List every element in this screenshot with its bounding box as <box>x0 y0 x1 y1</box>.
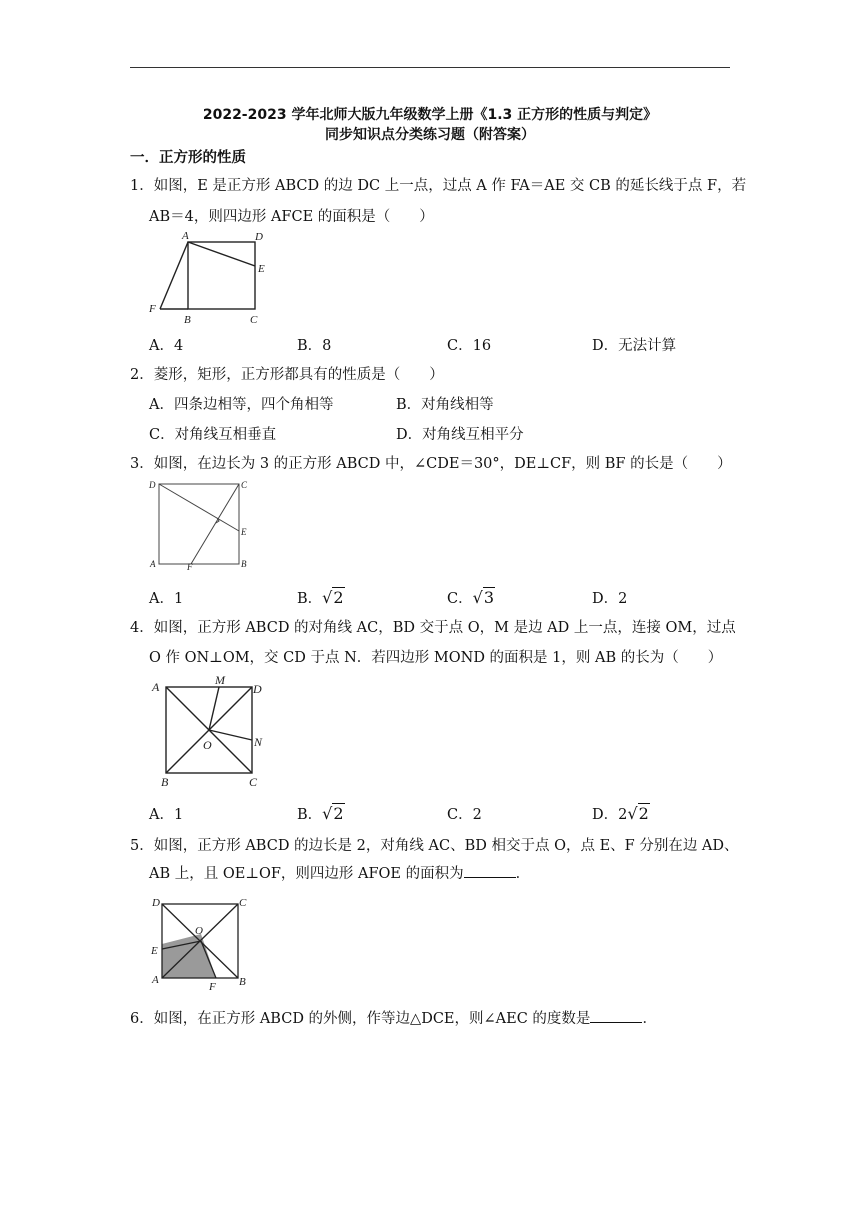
q5-label-d: D <box>152 897 160 909</box>
q3-option-a-prefix: A． <box>149 591 174 607</box>
q4-option-a-value: 1 <box>173 807 184 823</box>
q4-label-b: B <box>161 775 169 789</box>
q4-option-a-prefix: A． <box>149 807 174 823</box>
q5-label-e: E <box>151 945 158 957</box>
q4-figure <box>146 672 276 796</box>
section-heading: 一．正方形的性质 <box>130 150 246 166</box>
q5-label-f: F <box>209 981 216 992</box>
q5-text-line1: 5．如图，正方形 ABCD 的边长是 2，对角线 AC、BD 相交于点 O，点 E、F 分别在边 AD、 <box>130 838 739 854</box>
q3-option-b-prefix: B． <box>297 591 323 607</box>
q5-text-line2-main: AB 上，且 OE⊥OF，则四边形 AFOE 的面积为 <box>149 866 464 882</box>
q5-text-line2 <box>149 862 530 883</box>
sqrt-symbol: √2 <box>322 588 344 607</box>
q3-option-b[interactable] <box>297 587 345 608</box>
q5-figure <box>148 892 258 996</box>
q2-option-d[interactable]: D．对角线互相平分 <box>396 427 524 443</box>
q3-label-c: C <box>241 480 248 490</box>
q2-text-line1: 2．菱形，矩形，正方形都具有的性质是（ ） <box>130 367 444 383</box>
q1-option-b[interactable]: B．8 <box>297 338 332 354</box>
sqrt-symbol: √2 <box>322 804 344 823</box>
q1-label-c: C <box>250 314 258 326</box>
q1-option-a[interactable]: A．4 <box>149 338 184 354</box>
q3-option-d-value: 2 <box>618 591 628 607</box>
q3-label-d: D <box>149 480 156 490</box>
q1-text-line1: 1．如图，E 是正方形 ABCD 的边 DC 上一点，过点 A 作 FA＝AE 交 CB 的延长线于点 F，若 <box>130 178 747 194</box>
q4-option-b[interactable] <box>297 803 345 824</box>
q4-label-n: N <box>254 735 263 749</box>
q4-option-c-prefix: C． <box>447 807 473 823</box>
q4-label-a: A <box>152 680 160 694</box>
q4-text-line1: 4．如图，正方形 ABCD 的对角线 AC，BD 交于点 O，M 是边 AD 上一点，连接 OM，过点 <box>130 620 736 636</box>
q1-label-e: E <box>258 263 265 275</box>
q4-option-c-value: 2 <box>472 807 482 823</box>
q3-label-b: B <box>241 559 247 569</box>
q1-text-line2: AB＝4，则四边形 AFCE 的面积是（ ） <box>149 209 434 225</box>
q4-label-c: C <box>249 775 258 789</box>
q5-label-a: A <box>152 974 159 986</box>
q4-text-line2: O 作 ON⊥OM，交 CD 于点 N．若四边形 MOND 的面积是 1，则 AB 的长为（ ） <box>149 650 723 666</box>
q5-label-c: C <box>239 897 247 909</box>
q1-label-a: A <box>182 230 189 242</box>
page-title-line1: 2022-2023 学年北师大版九年级数学上册《1.3 正方形的性质与判定》 <box>202 107 658 123</box>
page-title-line2: 同步知识点分类练习题（附答案） <box>325 127 535 143</box>
q4-label-m: M <box>215 673 225 687</box>
q3-option-a[interactable] <box>149 587 183 608</box>
q3-option-b-radicand: 2 <box>333 588 344 607</box>
q4-option-d[interactable] <box>592 803 650 824</box>
q4-option-d-radicand: 2 <box>638 804 649 823</box>
q1-label-b: B <box>184 314 191 326</box>
q3-text-line1: 3．如图，在边长为 3 的正方形 ABCD 中，∠CDE＝30°，DE⊥CF，则 BF 的长是（ ） <box>130 456 732 472</box>
answer-blank[interactable] <box>590 1010 642 1023</box>
q3-option-c-radicand: 3 <box>483 588 494 607</box>
sqrt-symbol: √3 <box>472 588 494 607</box>
q4-option-b-radicand: 2 <box>333 804 344 823</box>
q4-label-d: D <box>253 682 262 696</box>
q1-label-d: D <box>255 231 263 243</box>
q1-figure <box>140 228 280 332</box>
q3-option-d-prefix: D． <box>592 591 619 607</box>
q4-label-o: O <box>203 738 212 752</box>
q6-text-end: ． <box>642 1011 657 1027</box>
q4-option-c[interactable] <box>447 803 482 824</box>
q3-label-f: F <box>187 562 193 571</box>
q1-option-c[interactable]: C．16 <box>447 338 492 354</box>
sqrt-symbol: √2 <box>627 804 649 823</box>
q3-option-c[interactable] <box>447 587 495 608</box>
q2-option-c[interactable]: C．对角线互相垂直 <box>149 427 277 443</box>
q5-label-b: B <box>239 976 246 988</box>
answer-blank[interactable] <box>464 865 516 878</box>
q3-option-c-prefix: C． <box>447 591 473 607</box>
q4-option-d-prefix: D． <box>592 807 619 823</box>
q3-label-e: E <box>241 527 247 537</box>
q3-option-d[interactable] <box>592 587 627 608</box>
q5-text-line2-end: ． <box>515 866 531 882</box>
q2-option-b[interactable]: B．对角线相等 <box>396 397 494 413</box>
q6-text-main: 6．如图，在正方形 ABCD 的外侧，作等边△DCE，则∠AEC 的度数是 <box>130 1011 591 1027</box>
q3-figure <box>147 476 257 575</box>
q3-option-a-value: 1 <box>173 591 184 607</box>
q6-text-line1 <box>130 1007 657 1028</box>
q1-option-d[interactable]: D．无法计算 <box>592 338 677 354</box>
q4-option-b-prefix: B． <box>297 807 323 823</box>
q3-label-a: A <box>150 559 156 569</box>
q4-option-d-coefficient: 2 <box>618 807 628 823</box>
q5-label-o: O <box>195 925 203 937</box>
q4-option-a[interactable] <box>149 803 183 824</box>
q2-option-a[interactable]: A．四条边相等，四个角相等 <box>149 397 334 413</box>
top-rule <box>130 67 730 68</box>
q1-label-f: F <box>149 303 156 315</box>
